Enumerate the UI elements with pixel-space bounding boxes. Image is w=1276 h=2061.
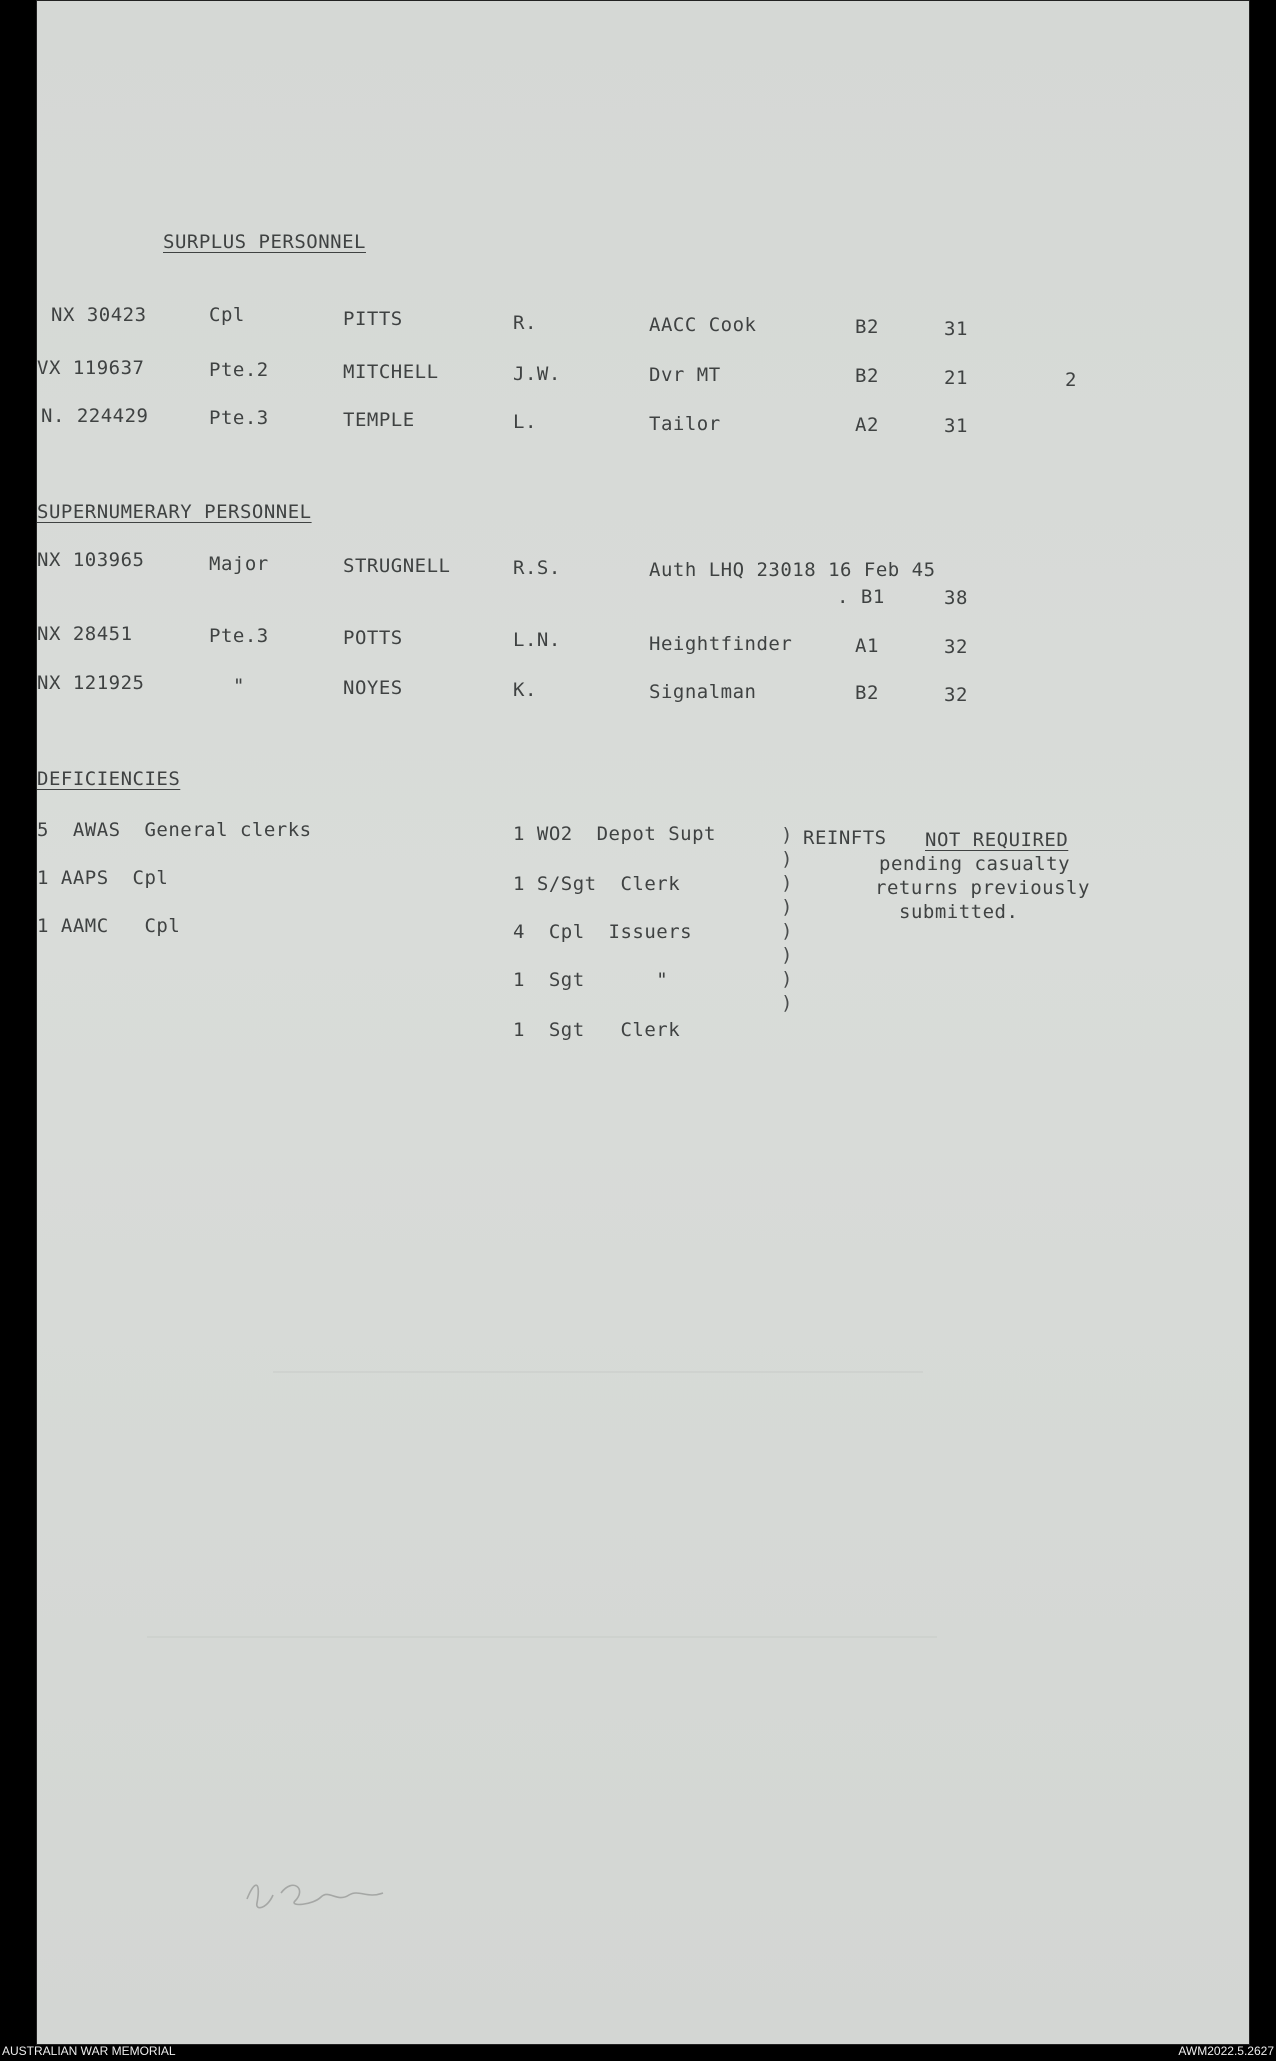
initials: R. [513, 312, 537, 334]
surname: TEMPLE [343, 409, 415, 431]
service-number: VX 119637 [37, 357, 145, 379]
initials: R.S. [513, 557, 561, 579]
deficiency-item: 1 AAPS Cpl [37, 867, 169, 889]
document-page [36, 0, 1250, 2045]
faint-rule [273, 1371, 923, 1373]
surname: NOYES [343, 677, 403, 699]
initials: K. [513, 679, 537, 701]
surname: POTTS [343, 627, 403, 649]
deficiency-position: 1 S/Sgt Clerk [513, 873, 681, 895]
service-number: NX 103965 [37, 549, 145, 571]
age: 31 [944, 318, 968, 340]
age: 31 [944, 415, 968, 437]
age: 32 [944, 684, 968, 706]
grade: A1 [855, 635, 879, 657]
role: Tailor [649, 413, 721, 435]
deficiency-position: 1 Sgt " [513, 969, 669, 991]
service-number: NX 121925 [37, 672, 145, 694]
surname: STRUGNELL [343, 555, 451, 577]
age: 21 [944, 367, 968, 389]
not-required-status: NOT REQUIRED [925, 829, 1069, 851]
initials: L.N. [513, 629, 561, 651]
deficiency-item: 5 AWAS General clerks [37, 819, 312, 841]
rank: Major [209, 553, 269, 575]
surplus-heading: SURPLUS PERSONNEL [163, 231, 366, 253]
deficiencies-heading: DEFICIENCIES [37, 768, 181, 790]
handwritten-signature [237, 1859, 397, 1919]
service-number: NX 30423 [51, 304, 147, 326]
rank: Pte.3 [209, 625, 269, 647]
role: AACC Cook [649, 314, 757, 336]
deficiency-item: 1 AAMC Cpl [37, 915, 181, 937]
age: 32 [944, 636, 968, 658]
role: Signalman [649, 681, 757, 703]
faint-rule [147, 1636, 937, 1638]
archive-reference: AWM2022.5.2627 [1178, 2044, 1274, 2058]
initials: J.W. [513, 363, 561, 385]
annotation: 2 [1065, 369, 1077, 391]
authority: Auth LHQ 23018 16 Feb 45 [649, 559, 936, 581]
role: Dvr MT [649, 364, 721, 386]
note-line: returns previously [875, 877, 1090, 899]
age: 38 [944, 587, 968, 609]
initials: L. [513, 411, 537, 433]
service-number: N. 224429 [41, 405, 149, 427]
note-line: pending casualty [879, 853, 1071, 875]
deficiency-position: 1 Sgt Clerk [513, 1019, 681, 1041]
supernumerary-heading: SUPERNUMERARY PERSONNEL [37, 501, 312, 523]
grade: B2 [855, 682, 879, 704]
rank: Pte.2 [209, 359, 269, 381]
role: Heightfinder [649, 633, 793, 655]
grade: . B1 [837, 586, 885, 608]
rank: Cpl [209, 304, 245, 326]
grade: A2 [855, 414, 879, 436]
surname: PITTS [343, 308, 403, 330]
grade: B2 [855, 365, 879, 387]
grade: B2 [855, 316, 879, 338]
archive-credit: AUSTRALIAN WAR MEMORIAL [2, 2044, 176, 2058]
deficiency-position: 1 WO2 Depot Supt [513, 823, 716, 845]
reinforcements-label: REINFTS [803, 827, 887, 849]
bracket-column: ) ) ) ) ) ) ) ) [781, 824, 793, 1014]
deficiency-position: 4 Cpl Issuers [513, 921, 693, 943]
rank: Pte.3 [209, 407, 269, 429]
note-line: submitted. [899, 901, 1019, 923]
rank: " [233, 675, 245, 697]
service-number: NX 28451 [37, 623, 133, 645]
surname: MITCHELL [343, 361, 439, 383]
